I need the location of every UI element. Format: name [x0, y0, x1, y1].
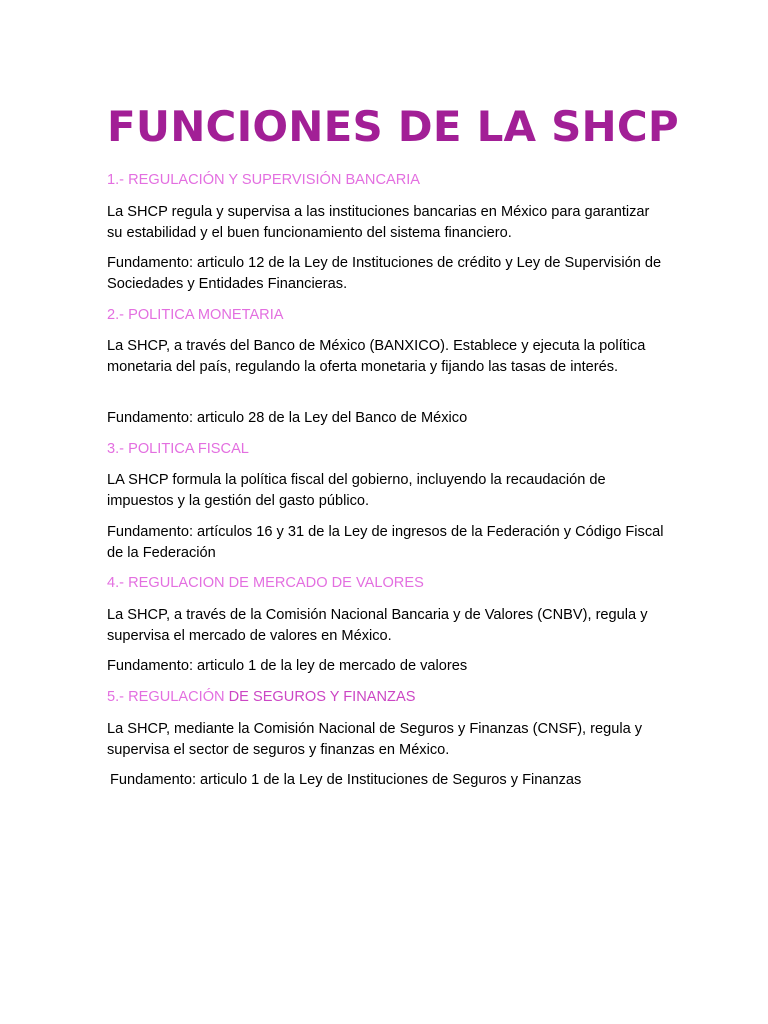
section-2-heading: 2.- POLITICA MONETARIA — [107, 307, 284, 323]
section-3-heading: 3.- POLITICA FISCAL — [107, 441, 249, 457]
section-2-description: La SHCP, a través del Banco de México (BANXICO). Establece y ejecuta la política monetaria del país, regulando la oferta monetaria y fijando las tasas de interés. — [107, 338, 646, 375]
section-1-heading: 1.- REGULACIÓN Y SUPERVISIÓN BANCARIA — [107, 172, 421, 188]
section-3-fundamento: Fundamento: artículos 16 y 31 de la Ley de ingresos de la Federación y Código Fiscal de la Federación — [107, 524, 664, 561]
section-4-heading: 4.- REGULACION DE MERCADO DE VALORES — [107, 575, 424, 591]
section-5-fundamento: Fundamento: articulo 1 de la Ley de Instituciones de Seguros y Finanzas — [110, 772, 582, 788]
section-4-description: La SHCP, a través de la Comisión Nacional Bancaria y de Valores (CNBV), regula y supervisa el mercado de valores en México. — [107, 607, 648, 644]
document-title: FUNCIONES DE LA SHCP — [107, 102, 679, 151]
section-1-description: La SHCP regula y supervisa a las instituciones bancarias en México para garantizar su estabilidad y el buen funcionamiento del sistema financiero. — [107, 204, 650, 241]
section-5-description: La SHCP, mediante la Comisión Nacional de Seguros y Finanzas (CNSF), regula y supervisa el sector de seguros y finanzas en México. — [107, 721, 643, 758]
section-3-description: LA SHCP formula la política fiscal del gobierno, incluyendo la recaudación de impuestos y la gestión del gasto público. — [107, 472, 606, 509]
section-5-heading-part-b: DE SEGUROS Y FINANZAS — [228, 689, 416, 705]
section-5-heading-part-a: 5.- REGULACIÓN — [107, 689, 229, 705]
section-2-fundamento: Fundamento: articulo 28 de la Ley del Banco de México — [107, 410, 468, 426]
section-5-heading — [107, 687, 667, 708]
section-4-fundamento: Fundamento: articulo 1 de la ley de mercado de valores — [107, 658, 468, 674]
section-1-fundamento: Fundamento: articulo 12 de la Ley de Instituciones de crédito y Ley de Supervisión de Sociedades y Entidades Financieras. — [107, 255, 662, 292]
